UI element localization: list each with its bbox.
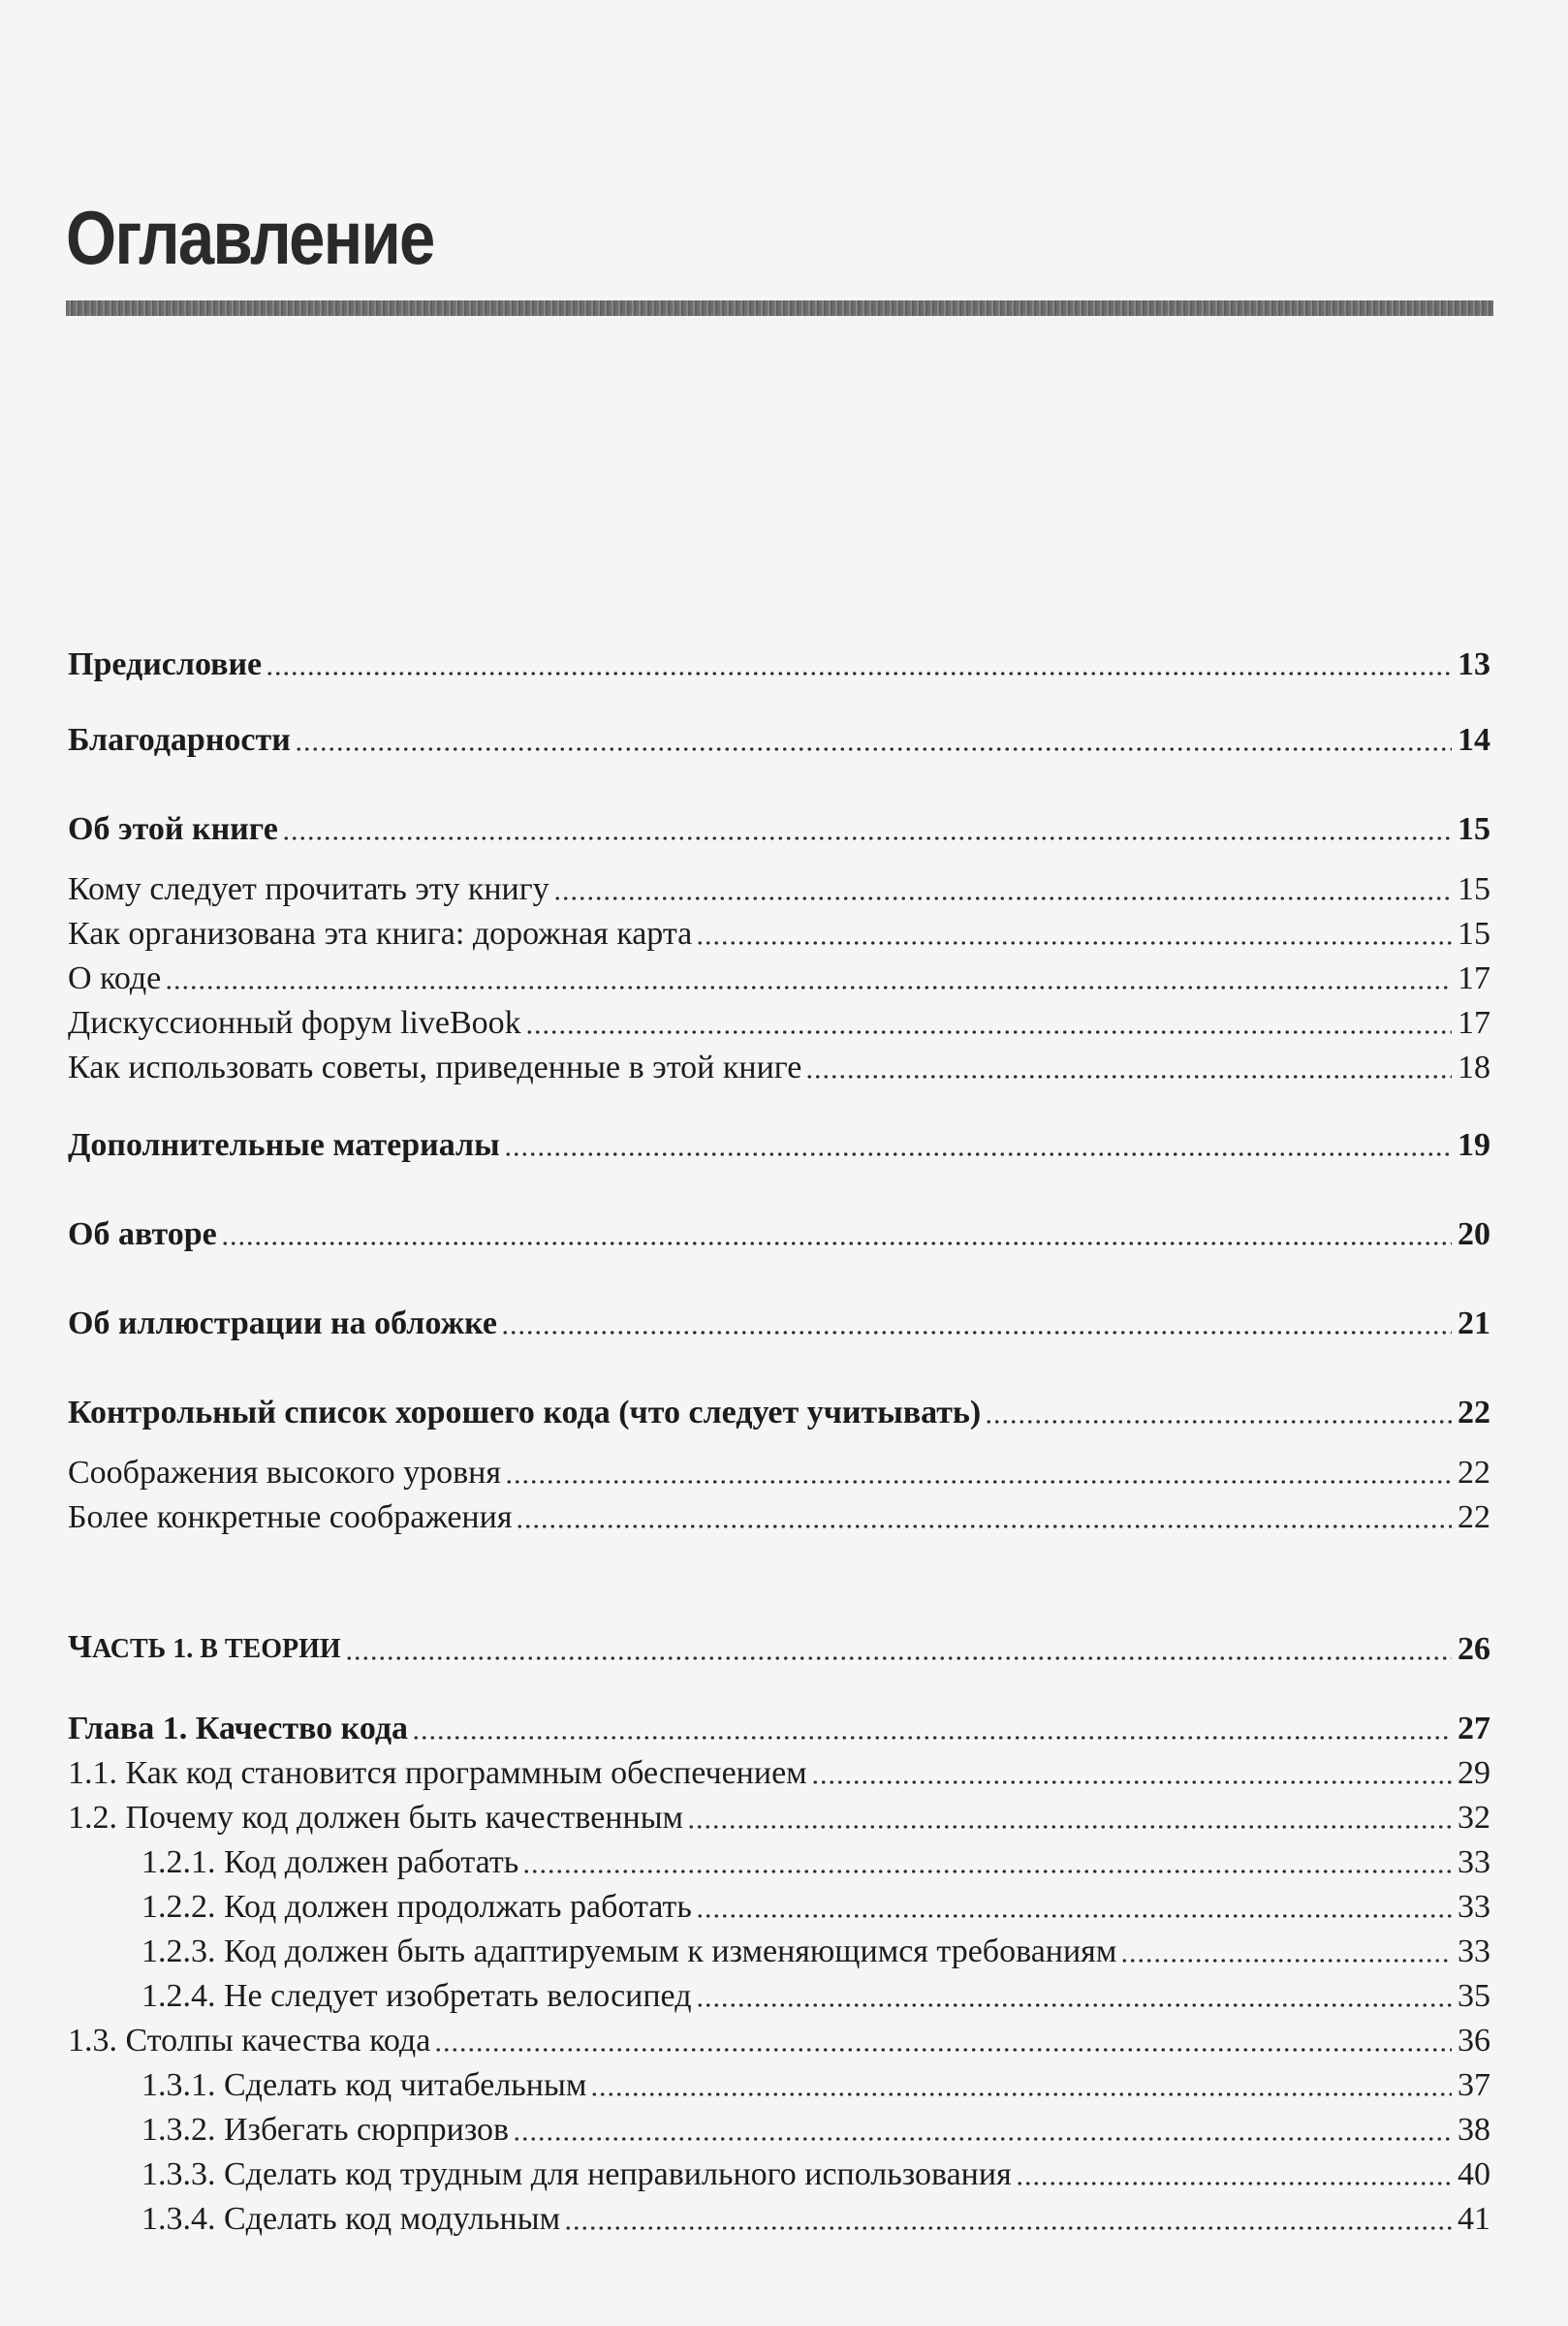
toc-entry-title: 1.3.1. Сделать код читабельным: [141, 2067, 587, 2103]
toc-entry-page: 18: [1458, 1050, 1490, 1085]
toc-entry[interactable]: [68, 1927, 1490, 1971]
toc-entry[interactable]: [68, 1971, 1490, 2016]
toc-entry[interactable]: [68, 864, 1490, 909]
toc-entry-title: 1.3.2. Избегать сюрпризов: [141, 2112, 510, 2148]
toc-entry-title: Как использовать советы, приведенные в этой книге: [68, 1050, 802, 1085]
dot-leader: [221, 1242, 1452, 1245]
toc-entry-page: 22: [1458, 1499, 1490, 1535]
toc-entry-page: 33: [1458, 1844, 1490, 1880]
dot-leader: [687, 1825, 1452, 1829]
toc-entry-page: 19: [1458, 1127, 1490, 1163]
toc-entry-title: Благодарности: [68, 722, 291, 758]
toc-entry-title: О коде: [68, 960, 162, 996]
title-rule: [66, 300, 1493, 316]
dot-leader: [985, 1420, 1452, 1424]
toc-entry[interactable]: [68, 1793, 1490, 1838]
toc-entry-title: Контрольный список хорошего кода (что следует учитывать): [68, 1395, 982, 1430]
toc-entry-title: Об иллюстрации на обложке: [68, 1305, 498, 1341]
toc-entry-title: [68, 1628, 341, 1669]
toc-entry-title: Более конкретные соображения: [68, 1499, 513, 1535]
toc-entry-title: 1.3.3. Сделать код трудным для неправильного использования: [141, 2156, 1012, 2192]
toc-entry-title: Об авторе: [68, 1216, 217, 1252]
toc-entry-page: 35: [1458, 1978, 1490, 2014]
toc-entry[interactable]: [68, 1120, 1490, 1165]
toc-entry-title: Дополнительные материалы: [68, 1127, 500, 1163]
dot-leader: [696, 2003, 1453, 2007]
dot-leader: [1120, 1959, 1452, 1963]
toc-entry-title: 1.3. Столпы качества кода: [68, 2023, 431, 2059]
dot-leader: [696, 1914, 1452, 1918]
toc-entry[interactable]: [68, 640, 1490, 684]
toc-entry-page: 15: [1458, 871, 1490, 907]
toc-entry-page: 29: [1458, 1755, 1490, 1791]
toc-entry-page: 40: [1458, 2156, 1490, 2192]
dot-leader: [266, 672, 1452, 676]
toc-entry[interactable]: [68, 954, 1490, 998]
toc-entry-page: 32: [1458, 1800, 1490, 1836]
toc-entry[interactable]: [68, 1299, 1490, 1343]
toc-entry-title: 1.2.3. Код должен быть адаптируемым к изменяющимся требованиям: [141, 1933, 1117, 1969]
toc-entry[interactable]: [68, 1448, 1490, 1493]
dot-leader: [553, 896, 1452, 900]
toc-entry-page: 22: [1458, 1395, 1490, 1430]
toc-entry-page: 33: [1458, 1933, 1490, 1969]
toc-entry[interactable]: [68, 2150, 1490, 2194]
dot-leader: [345, 1656, 1452, 1660]
dot-leader: [525, 1030, 1452, 1034]
toc-entry-page: 15: [1458, 811, 1490, 847]
toc-entry-title: Кому следует прочитать эту книгу: [68, 871, 549, 907]
toc-entry[interactable]: [68, 1388, 1490, 1432]
toc-entry[interactable]: [68, 1838, 1490, 1882]
toc-entry-page: 13: [1458, 646, 1490, 682]
toc-entry-title: 1.2.1. Код должен работать: [141, 1844, 519, 1880]
toc-entry-title: Соображения высокого уровня: [68, 1455, 501, 1491]
toc-entry-page: 17: [1458, 1005, 1490, 1041]
toc-entry-title: Об этой книге: [68, 811, 278, 847]
dot-leader: [805, 1075, 1452, 1079]
dot-leader: [513, 2137, 1452, 2141]
toc-part-entry[interactable]: [68, 1624, 1490, 1669]
dot-leader: [522, 1870, 1452, 1873]
toc-entry-title: Предисловие: [68, 646, 263, 682]
dot-leader: [434, 2048, 1452, 2052]
dot-leader: [564, 2226, 1452, 2230]
toc-entry[interactable]: [68, 1043, 1490, 1087]
toc-entry-page: 21: [1458, 1305, 1490, 1341]
toc-entry-page: 14: [1458, 722, 1490, 758]
toc-entry-title: Как организована эта книга: дорожная карта: [68, 916, 693, 952]
toc-entry-title: 1.2.2. Код должен продолжать работать: [141, 1889, 692, 1925]
part-title-lead: Ч: [68, 1629, 92, 1665]
dot-leader: [516, 1524, 1452, 1528]
toc-entry[interactable]: [68, 1493, 1490, 1537]
toc-entry-page: 22: [1458, 1455, 1490, 1491]
toc-entry-title: 1.2.4. Не следует изобретать велосипед: [141, 1978, 692, 2014]
toc-entry-title: Глава 1. Качество кода: [68, 1711, 409, 1746]
toc-entry[interactable]: [68, 1210, 1490, 1254]
toc-entry[interactable]: [68, 804, 1490, 849]
toc-entry[interactable]: [68, 2016, 1490, 2060]
dot-leader: [282, 836, 1452, 840]
toc-entry-page: 15: [1458, 916, 1490, 952]
dot-leader: [1016, 2182, 1452, 2185]
toc-entry-page: 37: [1458, 2067, 1490, 2103]
toc-entry-page: 41: [1458, 2201, 1490, 2237]
dot-leader: [412, 1736, 1452, 1740]
toc-entry-page: 26: [1458, 1631, 1490, 1667]
toc-entry-page: 27: [1458, 1711, 1490, 1746]
toc-entry-page: 33: [1458, 1889, 1490, 1925]
toc-entry-title: 1.2. Почему код должен быть качественным: [68, 1800, 684, 1836]
toc-entry[interactable]: [68, 1748, 1490, 1793]
toc-entry[interactable]: [68, 1882, 1490, 1927]
toc-entry-page: 17: [1458, 960, 1490, 996]
toc-entry[interactable]: [68, 909, 1490, 954]
toc-entry-page: 36: [1458, 2023, 1490, 2059]
page-title: Оглавление: [66, 195, 434, 280]
dot-leader: [501, 1331, 1452, 1335]
toc-entry-title: 1.3.4. Сделать код модульным: [141, 2201, 561, 2237]
part-title-rest: АСТЬ 1. В ТЕОРИИ: [91, 1634, 341, 1664]
toc-entry[interactable]: [68, 2060, 1490, 2105]
toc-entry[interactable]: [68, 1704, 1490, 1748]
toc-entry[interactable]: [68, 715, 1490, 760]
toc-entry-title: Дискуссионный форум liveBook: [68, 1005, 521, 1041]
toc-entry-title: 1.1. Как код становится программным обеспечением: [68, 1755, 807, 1791]
dot-leader: [165, 986, 1452, 990]
dot-leader: [696, 941, 1452, 945]
toc-entry-page: 20: [1458, 1216, 1490, 1252]
toc-entry[interactable]: [68, 2105, 1490, 2150]
dot-leader: [295, 747, 1452, 751]
toc-entry[interactable]: [68, 2194, 1490, 2239]
toc-entry-page: 38: [1458, 2112, 1490, 2148]
dot-leader: [590, 2092, 1452, 2096]
dot-leader: [505, 1480, 1452, 1484]
dot-leader: [811, 1780, 1452, 1784]
dot-leader: [504, 1152, 1452, 1156]
toc-entry[interactable]: [68, 998, 1490, 1043]
